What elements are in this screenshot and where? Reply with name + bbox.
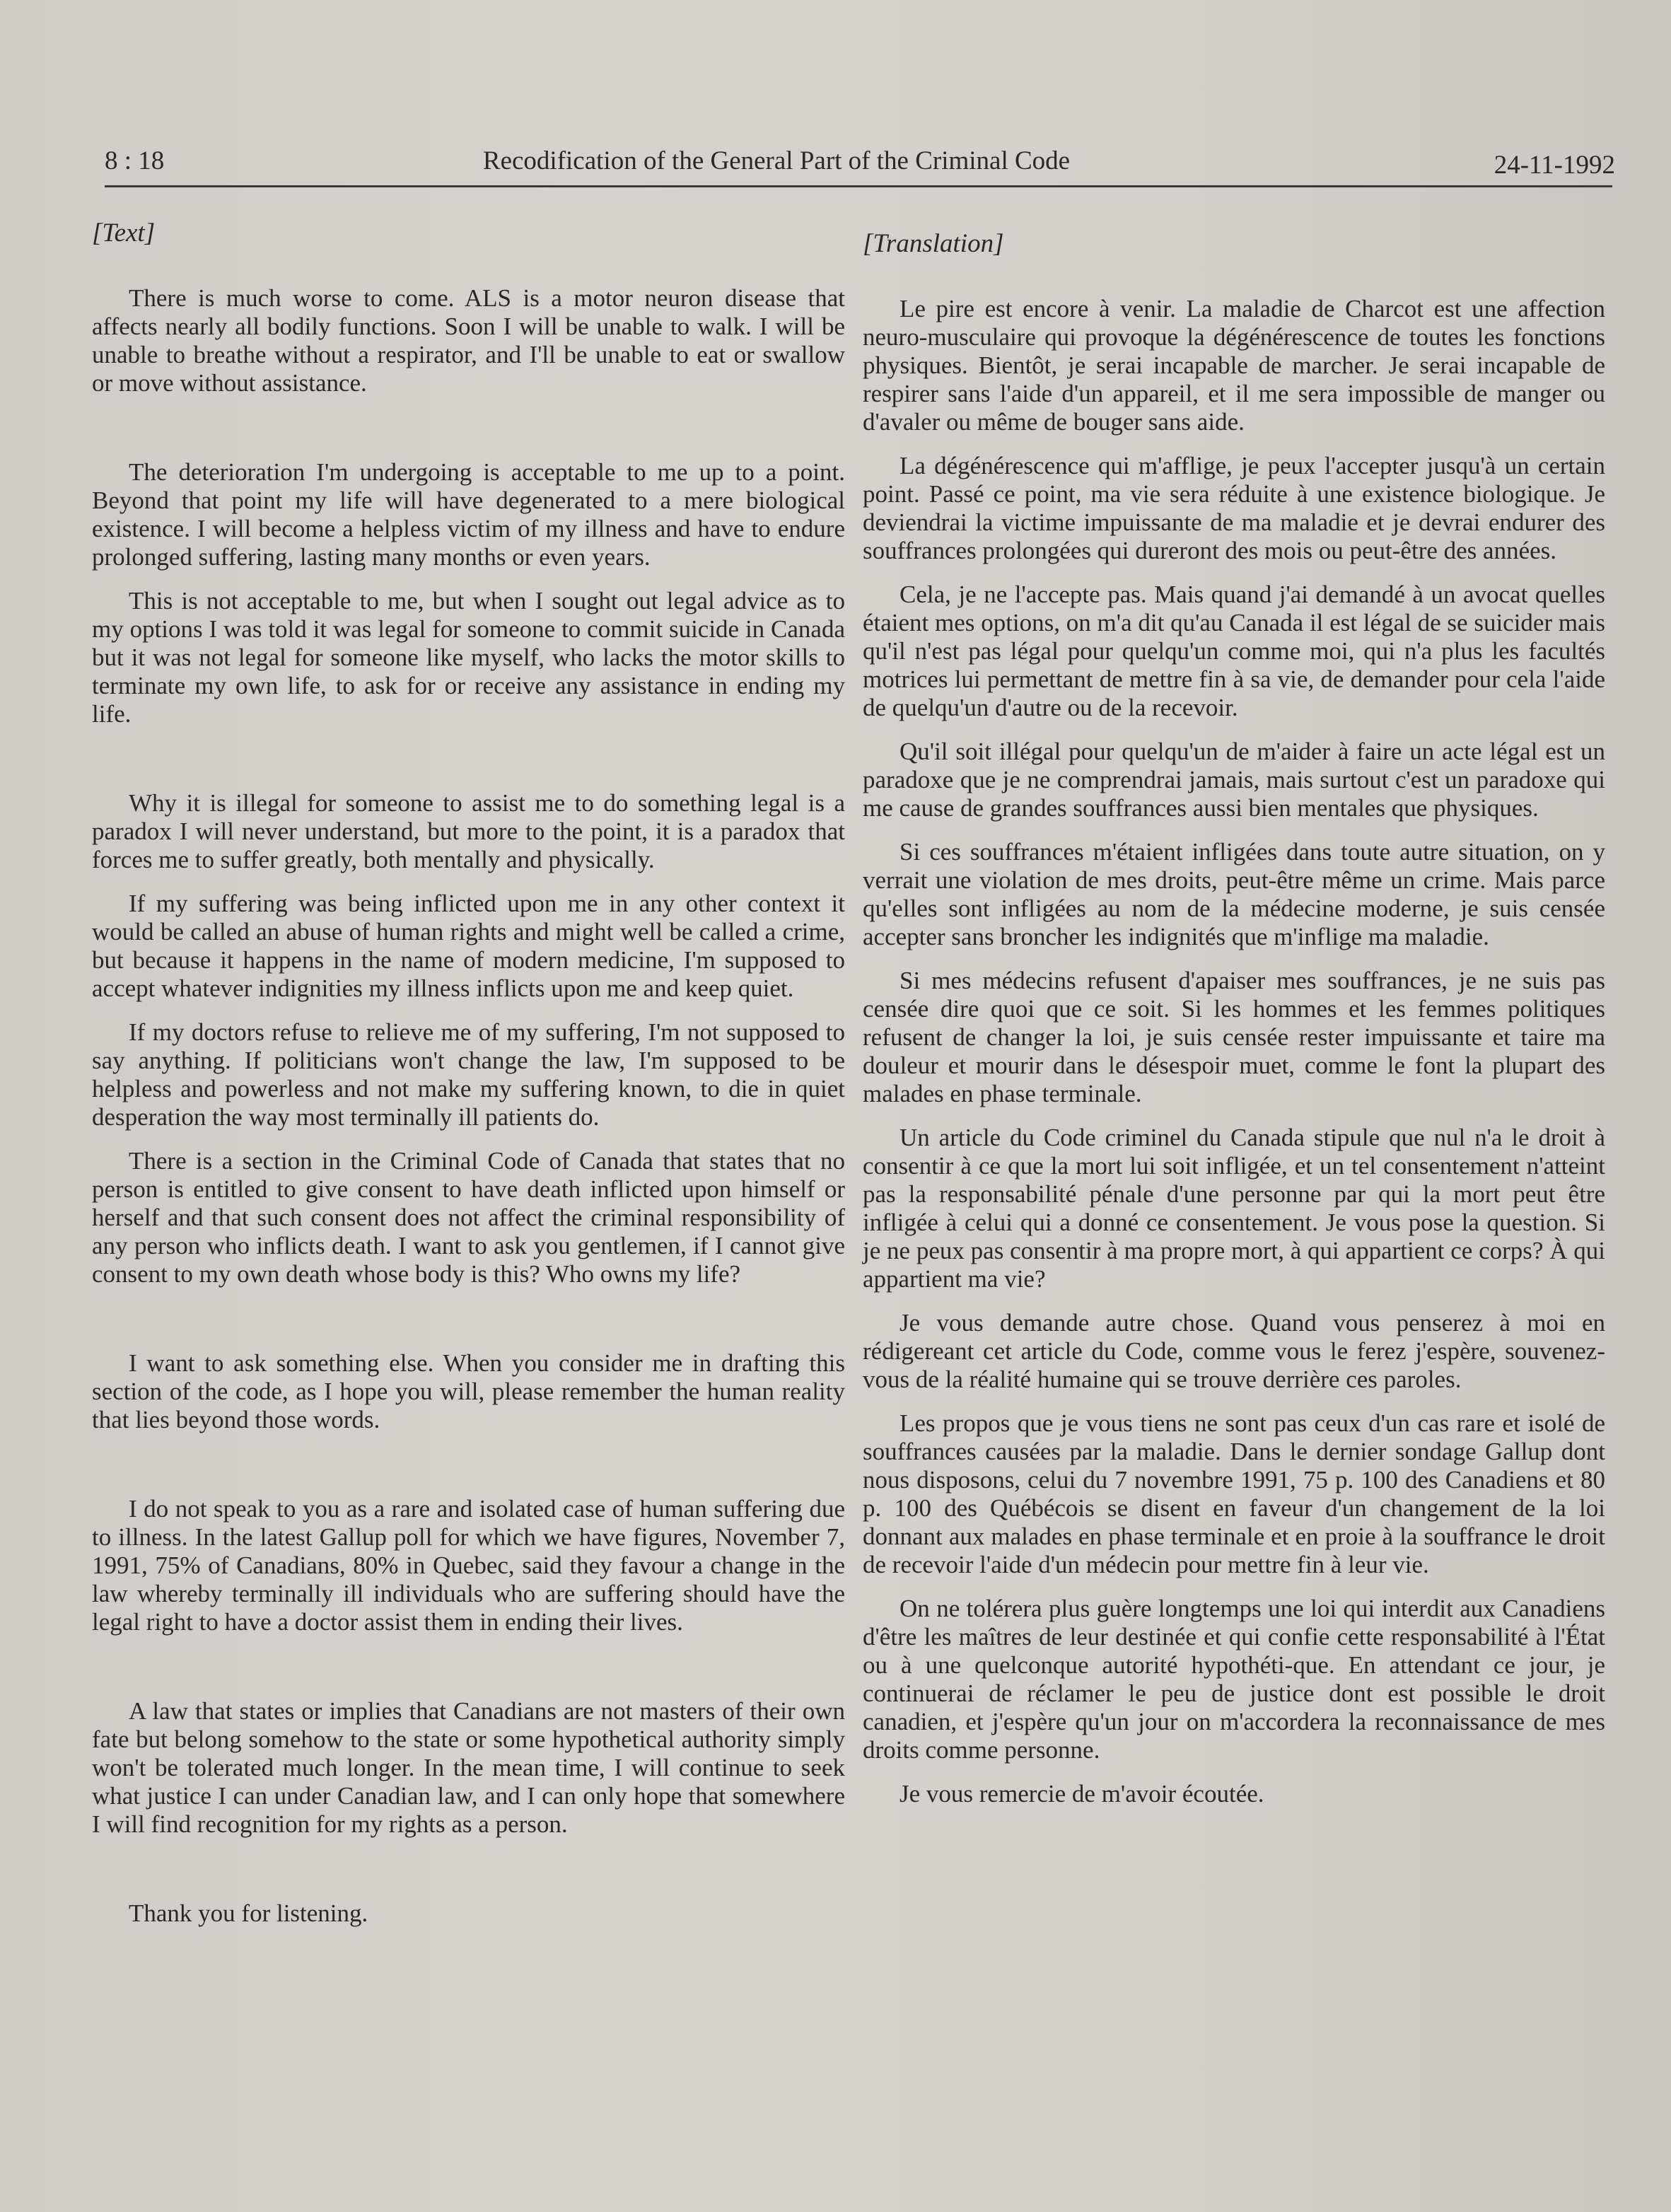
paragraph: Je vous demande autre chose. Quand vous penserez à moi en rédigereant cet article du Code, comme vous le ferez j'espère, souvenez-vous de la réalité humaine qui se trouve derrière ces paroles. bbox=[863, 1309, 1605, 1393]
paragraph: This is not acceptable to me, but when I sought out legal advice as to my options I was told it was legal for someone to commit suicide in Canada but it was not legal for someone like myself, who lacks the motor skills to terminate my own life, to ask for or receive any assistance in ending my life. bbox=[92, 587, 845, 728]
header-rule bbox=[105, 185, 1612, 187]
paragraph: If my doctors refuse to relieve me of my suffering, I'm not supposed to say anything. If politicians won't change the law, I'm supposed to be helpless and powerless and not make my suffering known, to die in quiet desperation the way most terminally ill patients do. bbox=[92, 1018, 845, 1131]
paragraph: If my suffering was being inflicted upon me in any other context it would be called an abuse of human rights and might well be called a crime, but because it happens in the name of modern medicine, I'm supposed to accept whatever indignities my illness inflicts upon me and keep quiet. bbox=[92, 890, 845, 1002]
running-header bbox=[105, 140, 1615, 182]
paragraph: La dégénérescence qui m'afflige, je peux l'accepter jusqu'à un certain point. Passé ce point, ma vie sera réduite à une existence biologique. Je deviendrai la victime impuissante de ma maladie et je devrai endurer des souffrances prolongées qui dureront des mois ou peut-être des années. bbox=[863, 452, 1605, 564]
document-title: Recodification of the General Part of the Criminal Code bbox=[482, 146, 1071, 175]
paragraph: I do not speak to you as a rare and isolated case of human suffering due to illness. In the latest Gallup poll for which we have figures, November 7, 1991, 75% of Canadians, 80% in Quebec, said they favour a change in the law whereby terminally ill individuals who are suffering should have the legal right to have a doctor assist them in ending their lives. bbox=[92, 1495, 845, 1636]
paragraph: Si mes médecins refusent d'apaiser mes souffrances, je ne suis pas censée dire quoi que ce soit. Si les hommes et les femmes politiques refusent de changer la loi, je suis censée rester impuissante et taire ma douleur et mourir dans le désespoir muet, comme le font la plupart des malades en phase terminale. bbox=[863, 967, 1605, 1107]
document-date: 24-11-1992 bbox=[1494, 151, 1615, 180]
paragraph: Cela, je ne l'accepte pas. Mais quand j'ai demandé à un avocat quelles étaient mes options, on m'a dit qu'au Canada il est légal de se suicider mais qu'il n'est pas légal pour quelqu'un comme moi, qui n'a plus les facultés motrices lui permettant de mettre fin à sa vie, de demander pour cela l'aide de quelqu'un d'autre ou de la recevoir. bbox=[863, 581, 1605, 721]
translation-label: [Translation] bbox=[863, 229, 1004, 258]
paragraph: Je vous remercie de m'avoir écoutée. bbox=[899, 1780, 1264, 1808]
paragraph: There is a section in the Criminal Code of Canada that states that no person is entitled to give consent to have death inflicted upon himself or herself and that such consent does not affect the criminal responsibility of any person who inflicts death. I want to ask you gentlemen, if I cannot give consent to my own death whose body is this? Who owns my life? bbox=[92, 1147, 845, 1288]
paragraph: On ne tolérera plus guère longtemps une loi qui interdit aux Canadiens d'être les maîtres de leur destinée et qui confie cette responsabilité à l'État ou à une quelconque autorité hypothéti-que. En attendant ce jour, je continuerai de réclamer le peu de justice dont est possible le droit canadien, et j'espère qu'un jour on m'accordera la reconnaissance de mes droits comme personne. bbox=[863, 1595, 1605, 1764]
paragraph: A law that states or implies that Canadians are not masters of their own fate but belong somehow to the state or some hypothetical authority simply won't be tolerated much longer. In the mean time, I will continue to seek what justice I can under Canadian law, and I can only hope that somewhere I will find recognition for my rights as a person. bbox=[92, 1697, 845, 1838]
paragraph: Si ces souffrances m'étaient infligées dans toute autre situation, on y verrait une violation de mes droits, peut-être même un crime. Mais parce qu'elles sont infligées au nom de la médecine moderne, je suis censée accepter sans broncher les indignités que m'inflige ma maladie. bbox=[863, 838, 1605, 950]
text-label: [Text] bbox=[92, 219, 156, 248]
paragraph: Why it is illegal for someone to assist me to do something legal is a paradox I will never understand, but more to the point, it is a paradox that forces me to suffer greatly, both mentally and physically. bbox=[92, 789, 845, 873]
paragraph: Les propos que je vous tiens ne sont pas ceux d'un cas rare et isolé de souffrances causées par la maladie. Dans le dernier sondage Gallup dont nous disposons, celui du 7 novembre 1991, 75 p. 100 des Canadiens et 80 p. 100 des Québécois se disent en faveur d'un changement de la loi donnant aux malades en phase terminale et en proie à la souffrance le droit de recevoir l'aide d'un médecin pour mettre fin à leur vie. bbox=[863, 1409, 1605, 1578]
paragraph: Thank you for listening. bbox=[129, 1899, 368, 1927]
paragraph: I want to ask something else. When you consider me in drafting this section of the code, as I hope you will, please remember the human reality that lies beyond those words. bbox=[92, 1349, 845, 1433]
paragraph: Qu'il soit illégal pour quelqu'un de m'aider à faire un acte légal est un paradoxe que je ne comprendrai jamais, mais surtout c'est un paradoxe qui me cause de grandes souffrances aussi bien mentales que physiques. bbox=[863, 738, 1605, 822]
paragraph: There is much worse to come. ALS is a motor neuron disease that affects nearly all bodily functions. Soon I will be unable to walk. I will be unable to breathe without a respirator, and I'll be unable to eat or swallow or move without assistance. bbox=[92, 284, 845, 397]
english-column bbox=[92, 219, 845, 1943]
french-column bbox=[863, 230, 1605, 1824]
page-number: 8 : 18 bbox=[105, 146, 165, 175]
paragraph: Le pire est encore à venir. La maladie de Charcot est une affection neuro-musculaire qui provoque la dégénérescence de toutes les fonctions physiques. Bientôt, je serai incapable de marcher. Je serai incapable de respirer sans l'aide d'un appareil, et il me sera impossible de manger ou d'avaler ou même de bouger sans aide. bbox=[863, 295, 1605, 436]
paragraph: The deterioration I'm undergoing is acceptable to me up to a point. Beyond that point my life will have degenerated to a mere biological existence. I will become a helpless victim of my illness and have to endure prolonged suffering, lasting many months or even years. bbox=[92, 458, 845, 571]
paragraph: Un article du Code criminel du Canada stipule que nul n'a le droit à consentir à ce que la mort lui soit infligée, et un tel consentement n'atteint pas la responsabilité pénale d'une personne par qui la mort peut être infligée à celui qui a donné ce consentement. Je vous pose la question. Si je ne peux pas consentir à ma propre mort, à qui appartient ce corps? À qui appartient ma vie? bbox=[863, 1124, 1605, 1293]
